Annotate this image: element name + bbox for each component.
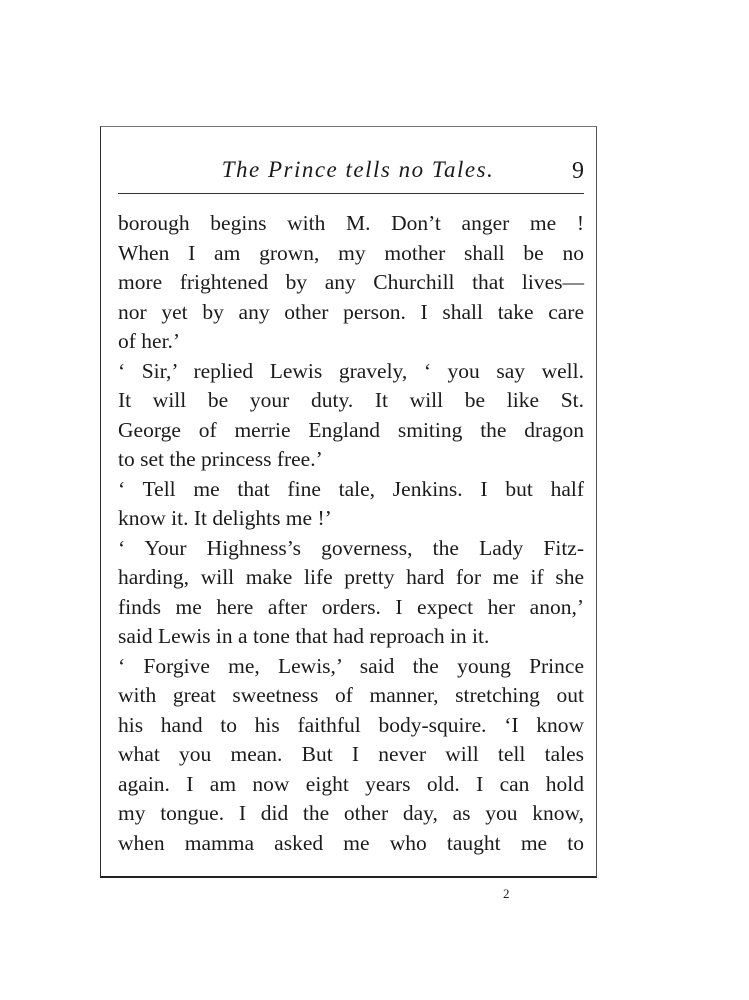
text-line: when mamma asked me who taught me to (118, 830, 584, 855)
text-line: harding, will make life pretty hard for me if she (118, 565, 584, 589)
header-rule (118, 193, 584, 194)
text-line: George of merrie England smiting the dragon (118, 417, 584, 442)
text-line: When I am grown, my mother shall be no (118, 240, 584, 265)
text-line: ‘ Your Highness’s governess, the Lady Fitz- (118, 535, 584, 560)
text-line: said Lewis in a tone that had reproach in it. (118, 624, 490, 648)
text-line: It will be your duty. It will be like St. (118, 388, 584, 412)
text-line: ‘ Sir,’ replied Lewis gravely, ‘ you say well. (118, 358, 584, 383)
text-line: his hand to his faithful body-squire. ‘I know (118, 712, 584, 737)
text-line: more frightened by any Churchill that lives— (118, 270, 584, 294)
signature-mark: 2 (503, 886, 510, 901)
text-line: finds me here after orders. I expect her anon,’ (118, 594, 584, 619)
text-line: borough begins with M. Don’t anger me ! (118, 211, 584, 235)
text-line: ‘ Forgive me, Lewis,’ said the young Prince (118, 653, 584, 678)
text-line: nor yet by any other person. I shall take care (118, 299, 584, 324)
text-line: what you mean. But I never will tell tales (118, 742, 584, 766)
text-line: ‘ Tell me that fine tale, Jenkins. I but half (118, 476, 584, 501)
text-line: know it. It delights me !’ (118, 506, 332, 530)
text-line: to set the princess free.’ (118, 447, 323, 471)
body-text (118, 209, 584, 858)
text-line: again. I am now eight years old. I can hold (118, 771, 584, 796)
text-line: my tongue. I did the other day, as you know, (118, 801, 584, 825)
page-number: 9 (572, 158, 584, 184)
running-title: The Prince tells no Tales. (221, 157, 495, 182)
running-head (118, 152, 584, 192)
text-line: with great sweetness of manner, stretching out (118, 683, 584, 707)
text-line: of her.’ (118, 329, 181, 353)
